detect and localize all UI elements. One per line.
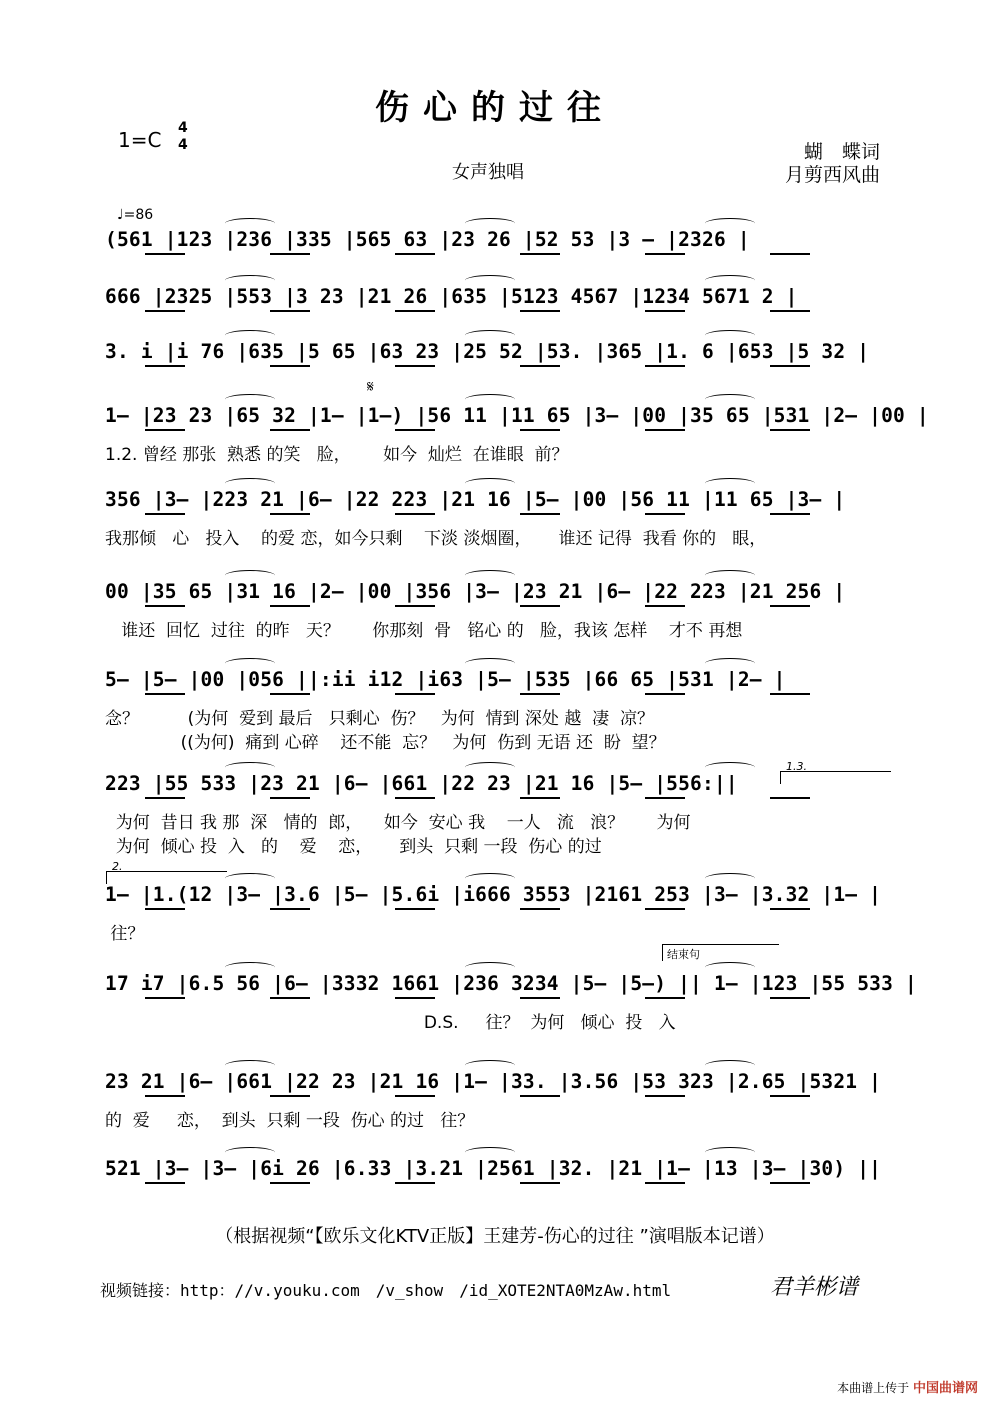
slur-arc	[465, 1147, 515, 1158]
score-row	[105, 404, 929, 465]
slur-arc	[225, 762, 275, 773]
score-row	[105, 580, 895, 640]
beam-line	[520, 997, 560, 999]
beam-line	[145, 908, 185, 910]
slur-arc	[225, 394, 275, 405]
beam-line	[520, 693, 560, 695]
beam-line	[645, 253, 685, 255]
beam-line	[770, 429, 810, 431]
time-signature	[178, 120, 188, 154]
slur-arc	[705, 762, 755, 773]
beam-line	[270, 513, 310, 515]
lyric-line: 我那倾 心 投入 的爱 恋，如今只剩 下淡 淡烟圈， 谁还 记得 我看 你的 眼，	[105, 529, 767, 549]
beam-line	[770, 513, 810, 515]
beam-line	[645, 1182, 685, 1184]
slur-arc	[465, 218, 515, 229]
meter-bottom: 4	[178, 137, 188, 153]
beam-line	[520, 1182, 560, 1184]
notation-line: 223 |55 533 |23 21 |6– |661 |22 23 |21 16 |5– |556:||	[105, 772, 738, 795]
slur-arc	[225, 478, 275, 489]
slur-arc	[705, 873, 755, 884]
notation-line: 3. i |i 76 |635 |5 65 |63 23 |25 52 |53. |365 |1. 6 |653 |5 32 |	[105, 340, 870, 363]
score-row	[105, 488, 895, 548]
notation-line: (561 |123 |236 |335 |565 63 |23 26 |52 53 |3 – |2326 |	[105, 228, 750, 251]
beam-line	[145, 693, 185, 695]
beam-line	[145, 797, 185, 799]
lyric-line-2: ((为何) 痛到 心碎 还不能 忘？ 为何 伤到 无语 还 盼 望？	[105, 733, 666, 753]
score-row	[105, 1157, 895, 1217]
beam-line	[270, 797, 310, 799]
beam-line	[270, 310, 310, 312]
beam-line	[520, 605, 560, 607]
lyric-line: 往？	[105, 924, 145, 944]
song-title: 伤心的过往	[375, 88, 615, 128]
slur-arc	[465, 962, 515, 973]
beam-line	[145, 365, 185, 367]
lyric-line: D.S. 往？ 为何 倾心 投 入	[105, 1013, 676, 1033]
beam-line	[395, 997, 435, 999]
beam-line	[645, 365, 685, 367]
notation-line: 666 |2325 |553 |3 23 |21 26 |635 |5123 4567 |1234 5671 2 |	[105, 285, 798, 308]
lyric-line: 谁还 回忆 过往 的昨 天？ 你那刻 骨 铭心 的 脸，我该 怎样 才不 再想	[105, 621, 743, 641]
slur-arc	[705, 570, 755, 581]
score-row	[105, 772, 895, 857]
beam-line	[520, 429, 560, 431]
performance-type: 女声独唱	[452, 162, 524, 183]
notation-line: 00 |35 65 |31 16 |2– |00 |356 |3– |23 21 |6– |22 223 |21 256 |	[105, 580, 846, 603]
key-signature: 1=C	[118, 128, 162, 152]
lyric-line: 念？ (为何 爱到 最后 只剩心 伤？ 为何 情到 深处 越 凄 凉？	[105, 709, 654, 729]
notation-line: 17 i7 |6.5 56 |6– |3332 1661 |236 3234 |5– |5–) || 1– |123 |55 533 |	[105, 972, 917, 995]
video-link[interactable]: 视频链接：http：//v.youku.com /v_show /id_XOTE2NTA0MzAw.html	[100, 1281, 672, 1300]
lyric-line: 的 爱 恋， 到头 只剩 一段 伤心 的过 往？	[105, 1111, 475, 1131]
site-logo[interactable]: 中国曲谱网	[912, 1381, 978, 1396]
beam-line	[520, 908, 560, 910]
beam-line	[395, 693, 435, 695]
score-row	[105, 972, 917, 1033]
source-note: （根据视频“【欧乐文化KTV正版】王建芳-伤心的过往 ”演唱版本记谱）	[215, 1226, 775, 1247]
beam-line	[520, 1095, 560, 1097]
slur-arc	[225, 873, 275, 884]
beam-line	[395, 429, 435, 431]
slur-arc	[225, 962, 275, 973]
slur-arc	[465, 1060, 515, 1071]
score-row	[105, 668, 895, 753]
beam-line	[645, 908, 685, 910]
beam-line	[520, 513, 560, 515]
beam-line	[395, 253, 435, 255]
beam-line	[270, 429, 310, 431]
beam-line	[770, 1182, 810, 1184]
beam-line	[145, 513, 185, 515]
upload-footer	[837, 1377, 978, 1396]
beam-line	[395, 310, 435, 312]
beam-line	[395, 908, 435, 910]
beam-line	[645, 1095, 685, 1097]
beam-line	[270, 253, 310, 255]
slur-arc	[705, 1147, 755, 1158]
beam-line	[645, 429, 685, 431]
notation-line: 356 |3– |223 21 |6– |22 223 |21 16 |5– |00 |56 11 |11 65 |3– |	[105, 488, 846, 511]
lyric-line: 1.2. 曾经 那张 熟悉 的笑 脸， 如今 灿烂 在谁眼 前？	[105, 445, 569, 465]
slur-arc	[705, 1060, 755, 1071]
score-row	[105, 340, 895, 400]
beam-line	[270, 365, 310, 367]
notation-line: 1– |23 23 |65 32 |1– |1–) |56 11 |11 65 |3– |00 |35 65 |531 |2– |00 |	[105, 404, 929, 427]
beam-line	[270, 1182, 310, 1184]
beam-line	[520, 253, 560, 255]
slur-arc	[465, 658, 515, 669]
notation-line: 5– |5– |00 |056 ||:ii i12 |i63 |5– |535 |66 65 |531 |2– |	[105, 668, 786, 691]
slur-arc	[705, 394, 755, 405]
beam-line	[145, 1095, 185, 1097]
beam-line	[770, 605, 810, 607]
slur-arc	[465, 330, 515, 341]
beam-line	[645, 310, 685, 312]
ending-label: 结束句	[667, 948, 700, 961]
beam-line	[520, 365, 560, 367]
beam-line	[145, 429, 185, 431]
beam-line	[395, 797, 435, 799]
beam-line	[770, 908, 810, 910]
beam-line	[395, 1095, 435, 1097]
tempo-mark: ♩=86	[117, 207, 154, 223]
beam-line	[270, 693, 310, 695]
slur-arc	[225, 330, 275, 341]
slur-arc	[705, 478, 755, 489]
slur-arc	[705, 218, 755, 229]
beam-line	[770, 693, 810, 695]
slur-arc	[225, 1060, 275, 1071]
beam-line	[395, 513, 435, 515]
meter-top: 4	[178, 120, 188, 136]
ending-bracket	[662, 944, 779, 961]
slur-arc	[225, 658, 275, 669]
transcriber-signature: 君羊彬谱	[770, 1275, 859, 1300]
slur-arc	[705, 275, 755, 286]
slur-arc	[225, 218, 275, 229]
lyricist: 蝴 蝶词	[803, 141, 880, 163]
beam-line	[770, 997, 810, 999]
beam-line	[395, 365, 435, 367]
volta-2: 2.	[112, 860, 123, 873]
beam-line	[770, 253, 810, 255]
slur-arc	[465, 394, 515, 405]
beam-line	[770, 365, 810, 367]
beam-line	[145, 997, 185, 999]
beam-line	[645, 513, 685, 515]
beam-line	[395, 1182, 435, 1184]
beam-line	[270, 605, 310, 607]
beam-line	[145, 310, 185, 312]
beam-line	[145, 1182, 185, 1184]
beam-line	[645, 997, 685, 999]
lyric-line: 为何 昔日 我 那 深 情的 郎， 如今 安心 我 一人 流 浪？ 为何	[105, 813, 691, 833]
slur-arc	[705, 330, 755, 341]
beam-line	[520, 310, 560, 312]
beam-line	[145, 605, 185, 607]
score-row	[105, 883, 895, 943]
lyric-line-2: 为何 倾心 投 入 的 爱 恋， 到头 只剩 一段 伤心 的过	[105, 837, 602, 857]
score-row	[105, 1070, 895, 1130]
segno-sign: 𝄋	[367, 377, 374, 396]
notation-line: 1– |1.(12 |3– |3.6 |5– |5.6i |i666 3553 |2161 253 |3– |3.32 |1– |	[105, 883, 882, 906]
slur-arc	[225, 570, 275, 581]
composer: 月剪西风曲	[784, 164, 880, 186]
slur-arc	[465, 275, 515, 286]
beam-line	[645, 693, 685, 695]
beam-line	[770, 310, 810, 312]
beam-line	[770, 1095, 810, 1097]
slur-arc	[225, 275, 275, 286]
beam-line	[395, 605, 435, 607]
slur-arc	[225, 1147, 275, 1158]
slur-arc	[465, 873, 515, 884]
slur-arc	[465, 762, 515, 773]
beam-line	[645, 797, 685, 799]
beam-line	[270, 1095, 310, 1097]
beam-line	[145, 253, 185, 255]
slur-arc	[705, 658, 755, 669]
beam-line	[645, 605, 685, 607]
beam-line	[270, 997, 310, 999]
slur-arc	[465, 570, 515, 581]
slur-arc	[705, 962, 755, 973]
notation-line: 23 21 |6– |661 |22 23 |21 16 |1– |33. |3.56 |53 323 |2.65 |5321 |	[105, 1070, 882, 1093]
beam-line	[270, 908, 310, 910]
slur-arc	[465, 478, 515, 489]
beam-line	[520, 797, 560, 799]
volta-1-3: 1.3.	[786, 760, 807, 773]
beam-line	[770, 797, 810, 799]
footer-text: 本曲谱上传于	[837, 1381, 910, 1395]
notation-line: 521 |3– |3– |6i 26 |6.33 |3.21 |2561 |32. |21 |1– |13 |3– |30) ||	[105, 1157, 882, 1180]
